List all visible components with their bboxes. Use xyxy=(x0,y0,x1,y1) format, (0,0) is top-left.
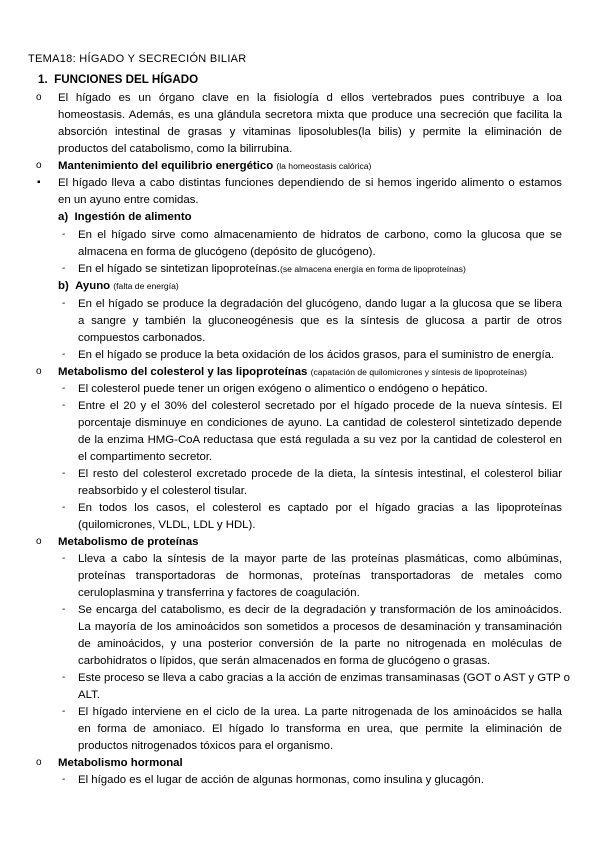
dash-bullet-icon: - xyxy=(62,774,66,785)
dash-bullet-icon: - xyxy=(62,468,66,479)
cholesterol-heading xyxy=(58,365,527,379)
subheading-ayuno xyxy=(58,279,179,293)
subheading-ingestion xyxy=(58,210,192,224)
dash-bullet-icon: - xyxy=(62,349,66,360)
list-item-line: (quilomicrones, VLDL, LDL y HDL). xyxy=(78,519,256,531)
circle-bullet-icon: o xyxy=(36,536,42,547)
circle-bullet-icon: o xyxy=(36,757,42,768)
list-item-note: (se almacena energía en forma de lipoproteínas) xyxy=(280,264,466,274)
cholesterol-note: (capatación de quilomicrones y síntesis de lipoproteínas) xyxy=(310,367,527,377)
dash-bullet-icon: - xyxy=(62,502,66,513)
square-bullet-icon: ▪ xyxy=(37,177,41,188)
hormonal-title: Metabolismo hormonal xyxy=(58,757,183,769)
list-item-line: Este proceso se lleva a cabo gracias a la acción de enzimas transaminasas (GOT o AST y GTP o xyxy=(78,672,570,684)
list-item-line: compuestos carbonados. xyxy=(78,332,206,344)
dash-bullet-icon: - xyxy=(62,229,66,240)
list-item-line: Se encarga del catabolismo, es decir de la degradación y transformación de los aminoácidos. xyxy=(78,604,562,616)
intro-line: homeostasis. Además, es una glándula secretora mixta que produce una secreción que facilita la xyxy=(58,109,562,121)
list-item-line xyxy=(78,262,466,276)
section-title: FUNCIONES DEL HÍGADO xyxy=(54,73,199,86)
dash-bullet-icon: - xyxy=(62,706,66,717)
subheading-letter: a) xyxy=(58,211,69,223)
list-item-line: carbohidratos o lípidos, que serán almacenados en forma de glucógeno o grasas. xyxy=(78,655,491,667)
subheading-note: (falta de energía) xyxy=(113,281,179,291)
list-item-line: En todos los casos, el colesterol es captado por el hígado gracias a las lipoproteínas xyxy=(78,502,562,514)
list-item-line: almacena en forma de glucógeno (depósito de glucógeno). xyxy=(78,246,376,258)
list-item-line: En el hígado se produce la beta oxidación de los ácidos grasos, para el suministro de energía. xyxy=(78,349,555,361)
energy-text-line: en un ayuno entre comidas. xyxy=(58,194,199,206)
intro-line: absorción intestinal de grasas y vitaminas liposolubles(la bilis) y permite la eliminación de xyxy=(58,126,562,138)
list-item-line: de la enzima HMG-CoA reductasa que está regulada a su vez por la cantidad de colesterol en xyxy=(78,434,562,446)
circle-bullet-icon: o xyxy=(36,366,42,377)
list-item-line: En el hígado sirve como almacenamiento de hidratos de carbono, como la glucosa que se xyxy=(78,229,562,241)
energy-title: Mantenimiento del equilibrio energético xyxy=(58,160,274,172)
proteins-title: Metabolismo de proteínas xyxy=(58,536,199,548)
circle-bullet-icon: o xyxy=(36,92,42,103)
list-item-line: proteínas transportadoras de hormonas, proteínas transportadoras de metales como xyxy=(78,570,562,582)
section-number: 1. xyxy=(38,73,48,86)
energy-heading xyxy=(58,159,371,173)
dash-bullet-icon: - xyxy=(62,672,66,683)
circle-bullet-icon: o xyxy=(36,160,42,171)
dash-bullet-icon: - xyxy=(62,553,66,564)
dash-bullet-icon: - xyxy=(62,298,66,309)
list-item-line: La mayoría de los aminoácidos son sometidos a procesos de desaminación y transaminación xyxy=(78,621,562,633)
list-item-line: a sangre y también la gluconeogénesis que es la síntesis de glucosa a partir de otros xyxy=(78,315,562,327)
subheading-title: Ingestión de alimento xyxy=(74,211,192,223)
list-item-line: El hígado interviene en el ciclo de la urea. La parte nitrogenada de los aminoácidos se halla xyxy=(78,706,562,718)
dash-bullet-icon: - xyxy=(62,400,66,411)
intro-line: productos del catabolismo, como la bilirrubina. xyxy=(58,143,293,155)
list-item-line: El colesterol puede tener un origen exógeno o alimentico o endógeno o hepático. xyxy=(78,383,488,395)
list-item-text: En el hígado se sintetizan lipoproteínas. xyxy=(78,263,281,275)
dash-bullet-icon: - xyxy=(62,263,66,274)
list-item-line: El resto del colesterol excretado procede de la dieta, la síntesis intestinal, el colesterol biliar xyxy=(78,468,562,480)
dash-bullet-icon: - xyxy=(62,383,66,394)
list-item-line: ceruloplasmina y transferrina y factores de coagulación. xyxy=(78,587,360,599)
list-item-line: Entre el 20 y el 30% del colesterol secretado por el hígado procede de la nueva síntesis. El xyxy=(78,400,562,412)
list-item-line: de aminoácidos, y una posterior conversión de la parte no nitrogenada en moléculas de xyxy=(78,638,562,650)
list-item-line: El hígado es el lugar de acción de algunas hormonas, como insulina y glucagón. xyxy=(78,774,484,786)
list-item-line: el compartimento secretor. xyxy=(78,451,213,463)
list-item-line: ALT. xyxy=(78,689,100,701)
list-item-line: En el hígado se produce la degradación del glucógeno, dando lugar a la glucosa que se libera xyxy=(78,298,562,310)
energy-note: (la homeostasis calórica) xyxy=(276,161,372,171)
list-item-line: Lleva a cabo la síntesis de la mayor parte de las proteínas plasmáticas, como albúminas, xyxy=(78,553,562,565)
subheading-letter: b) xyxy=(58,280,69,292)
page-title: TEMA18: HÍGADO Y SECRECIÓN BILIAR xyxy=(28,53,247,65)
list-item-line: en forma de amoniaco. El hígado lo transforma en urea, que permite la eliminación de xyxy=(78,723,562,735)
list-item-line: porcentaje disminuye en condiciones de ayuno. La cantidad de colesterol sintetizado depende xyxy=(78,417,562,429)
subheading-title: Ayuno xyxy=(75,280,111,292)
energy-text-line: El hígado lleva a cabo distintas funciones dependiendo de si hemos ingerido alimento o estamos xyxy=(58,177,562,189)
cholesterol-title: Metabolismo del colesterol y las lipoproteínas xyxy=(58,366,308,378)
intro-line: El hígado es un órgano clave en la fisiología d ellos vertebrados pues contribuye a loa xyxy=(58,92,562,104)
list-item-line: reabsorbido y el colesterol tisular. xyxy=(78,485,248,497)
section-heading xyxy=(38,73,198,87)
list-item-line: productos nitrogenados tóxicos para el organismo. xyxy=(78,740,334,752)
dash-bullet-icon: - xyxy=(62,604,66,615)
